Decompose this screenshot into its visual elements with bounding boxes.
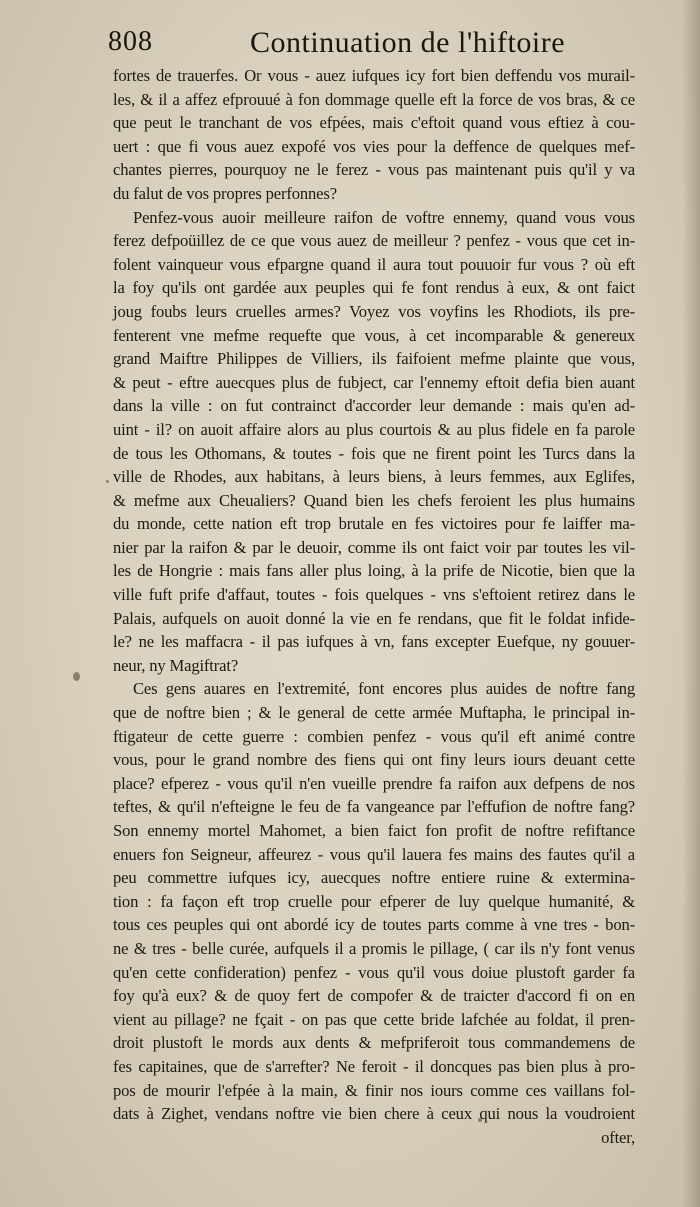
text-line: la foy qu'ils ont gardée aux peuples qui fe font rendus à eux, & ont faict <box>113 278 635 298</box>
text-line: les, & il a affez efprouué à fon dommage quelle eft la force de vos bras, & ce <box>113 89 635 109</box>
text-line: ftigateur de cette guerre : combien penfez - vous qu'il eft animé contre <box>113 726 635 746</box>
text-line: joug foubs leurs cruelles armes? Voyez vos voyfins les Rhodiots, ils pre- <box>113 301 635 321</box>
text-line: neur, ny Magiftrat? <box>113 655 239 675</box>
paragraph-start-line: Ces gens auares en l'extremité, font encores plus auides de noftre fang <box>133 679 635 699</box>
text-line: tous ces peuples qui ont abordé icy de toutes parts comme à vne tres - bon- <box>113 915 635 935</box>
text-line: vous, pour le grand nombre des fiens qui ont finy leurs iours deuant cette <box>113 750 635 770</box>
text-line: ne & tres - belle curée, aufquels il a promis le pillage, ( car ils n'y font venus <box>113 938 635 958</box>
paragraph-start-line: Penfez-vous auoir meilleure raifon de voftre ennemy, quand vous vous <box>133 207 635 227</box>
text-line: de tous les Othomans, & toutes - fois que ne firent point les Turcs dans la <box>113 443 635 463</box>
text-line: Son ennemy mortel Mahomet, a bien faict fon profit de noftre refiftance <box>113 821 635 840</box>
text-line: les de Hongrie : mais fans aller plus loing, à la prife de Nicotie, bien que la <box>113 561 635 581</box>
catchword: ofter, <box>601 1127 635 1147</box>
body-text <box>113 64 635 1149</box>
page-header <box>108 26 566 66</box>
paper-speck <box>73 672 80 681</box>
running-title: Continuation de l'hiftoire <box>250 26 566 59</box>
page-number: 808 <box>108 26 153 57</box>
text-line: vient au pillage? ne fçait - on pas que cette bride lafchée au foldat, il pren- <box>113 1009 635 1029</box>
text-line: fenterent vne mefme requefte que vous, à cet incomparable & genereux <box>113 325 635 345</box>
text-line: du falut de vos propres perfonnes? <box>113 183 337 203</box>
text-line: & mefme aux Cheualiers? Quand bien les chefs feroient les plus humains <box>113 490 635 510</box>
text-line: teftes, & qu'il n'efteigne le feu de fa vangeance par l'effufion de noftre fang? <box>113 797 635 817</box>
text-line: foy qu'à eux? & de quoy fert de compofer & de traicter d'accord fi on en <box>113 986 635 1006</box>
text-line: enuers fon Seigneur, affeurez - vous qu'il lauera fes mains des fautes qu'il a <box>113 844 635 864</box>
text-line: dans la ville : on fut contrainct d'accorder leur demande : mais qu'en ad- <box>113 396 635 416</box>
text-line: chantes pierres, pourquoy ne le ferez - vous pas maintenant puis qu'il y va <box>113 160 635 180</box>
page-edge-shadow <box>682 0 700 1207</box>
text-line: place? efperez - vous qu'il n'en vueille prendre fa raifon aux defpens de nos <box>113 773 635 793</box>
text-line: peu commettre iufques icy, auecques noftre entiere ruine & extermina- <box>113 868 635 888</box>
text-line: folent vainqueur vous efpargne quand il aura tout pouuoir fur vous ? où eft <box>113 254 635 274</box>
text-line: tion : fa façon eft trop cruelle pour efperer de luy quelque humanité, & <box>113 891 635 911</box>
text-line: du monde, cette nation eft trop brutale en fes victoires pour fe laiffer ma- <box>113 514 635 534</box>
text-line: dats à Zighet, vendans noftre vie bien chere à ceux qui nous la voudroient <box>113 1104 635 1124</box>
text-line: que de noftre bien ; & le general de cette armée Muftapha, le principal in- <box>113 703 635 723</box>
text-line: droit plustoft le mords aux dents & mefpriferoit tous commandemens de <box>113 1033 635 1053</box>
text-line: qu'en cette confideration) penfez - vous qu'il vous doiue plustoft garder fa <box>113 962 635 982</box>
text-line: fortes de trauerfes. Or vous - auez iufques icy fort bien deffendu vos murail- <box>113 66 635 85</box>
text-line: uert : que fi vous auez expofé vos vies pour la deffence de quelques mef- <box>113 136 635 156</box>
text-line: nier par la raifon & par le deuoir, comme ils ont faict voir par toutes les vil- <box>113 537 635 557</box>
text-line: & peut - eftre auecques plus de fubject, car l'ennemy eftoit defia bien auant <box>113 372 635 392</box>
text-line: uint - il? on auoit affaire alors au plus courtois & au plus fidele en fa parole <box>113 419 635 439</box>
text-line: le? ne les maffacra - il pas iufques à vn, fans excepter Euefque, ny gouuer- <box>113 632 635 652</box>
text-line: ville fuft prife d'affaut, toutes - fois quelques - vns s'eftoient retirez dans le <box>113 585 635 605</box>
text-line: que peut le tranchant de vos efpées, mais c'eftoit quand vous eftiez à cou- <box>113 113 635 133</box>
text-line: ferez defpoüillez de ce que vous auez de meilleur ? penfez - vous que cet in- <box>113 231 635 251</box>
text-line: ville de Rhodes, aux habitans, à leurs biens, à leurs femmes, aux Eglifes, <box>113 467 635 487</box>
text-line: Palais, aufquels on auoit donné la vie en fe rendans, que fit le foldat infide- <box>113 608 635 628</box>
paper-speck <box>106 480 109 483</box>
paper-speck <box>478 1118 482 1122</box>
text-line: pos de mourir l'efpée à la main, & finir nos iours comme ces vaillans fol- <box>113 1080 635 1100</box>
text-line: grand Maiftre Philippes de Villiers, ils faifoient mefme plainte que vous, <box>113 349 635 369</box>
text-line: fes capitaines, que de s'arrefter? Ne feroit - il doncques pas bien plus à pro- <box>113 1056 635 1076</box>
